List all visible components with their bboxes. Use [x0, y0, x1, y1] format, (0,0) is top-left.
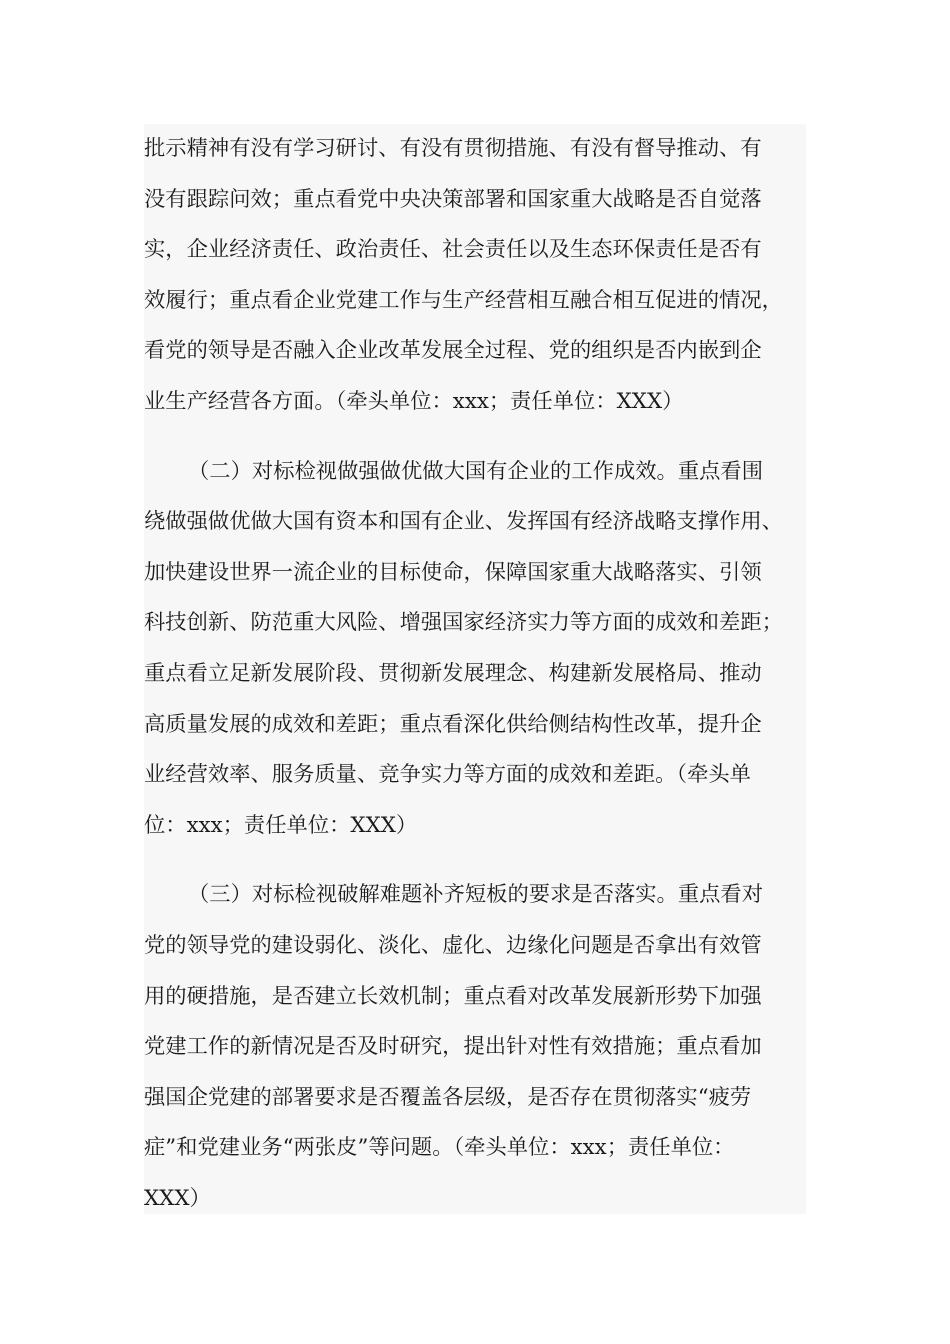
- paragraph-line: 业经营效率、服务质量、竞争实力等方面的成效和差距。（牵头单: [144, 762, 751, 788]
- paragraph-line: 党的领导党的建设弱化、淡化、虚化、边缘化问题是否拿出有效管: [144, 932, 762, 958]
- paragraph-2: [144, 447, 816, 852]
- paragraph-line: 加快建设世界一流企业的目标使命，保障国家重大战略落实、引领: [144, 559, 762, 585]
- paragraph-line: 强国企党建的部署要求是否覆盖各层级，是否存在贯彻落实“疲劳: [144, 1084, 752, 1110]
- paragraph-line: 症”和党建业务“两张皮”等问题。（牵头单位：xxx；责任单位：: [144, 1135, 735, 1161]
- paragraph-line: 绕做强做优做大国有资本和国有企业、发挥国有经济战略支撑作用、: [144, 509, 783, 535]
- paragraph-3: [144, 870, 816, 1224]
- paragraph-line: 党建工作的新情况是否及时研究，提出针对性有效措施；重点看加: [144, 1034, 762, 1060]
- paragraph-line: 用的硬措施，是否建立长效机制；重点看对改革发展新形势下加强: [144, 983, 762, 1009]
- paragraph-line: 位：xxx；责任单位：XXX）: [144, 812, 418, 838]
- paragraph-line: 重点看立足新发展阶段、贯彻新发展理念、构建新发展格局、推动: [144, 660, 762, 686]
- paragraph-line: 看党的领导是否融入企业改革发展全过程、党的组织是否内嵌到企: [144, 338, 762, 364]
- paragraph-line: 科技创新、防范重大风险、增强国家经济实力等方面的成效和差距；: [144, 610, 783, 636]
- paragraph-1: [144, 124, 816, 428]
- paragraph-line: 高质量发展的成效和差距；重点看深化供给侧结构性改革，提升企: [144, 711, 762, 737]
- paragraph-line: 没有跟踪问效；重点看党中央决策部署和国家重大战略是否自觉落: [144, 186, 762, 212]
- paragraph-line: 批示精神有没有学习研讨、有没有贯彻措施、有没有督导推动、有: [144, 136, 762, 161]
- paragraph-line: XXX）: [144, 1185, 211, 1211]
- paragraph-line: （三）对标检视破解难题补齐短板的要求是否落实。重点看对: [188, 882, 764, 908]
- paragraph-line: 业生产经营各方面。（牵头单位：xxx；责任单位：XXX）: [144, 388, 684, 414]
- paragraph-line: 实，企业经济责任、政治责任、社会责任以及生态环保责任是否有: [144, 237, 762, 263]
- paragraph-spacer: [144, 851, 816, 870]
- paragraph-line: （二）对标检视做强做优做大国有企业的工作成效。重点看围: [188, 458, 764, 484]
- paragraph-spacer: [144, 428, 816, 447]
- paragraph-line: 效履行；重点看企业党建工作与生产经营相互融合相互促进的情况，: [144, 287, 783, 313]
- document-text: [144, 124, 816, 1224]
